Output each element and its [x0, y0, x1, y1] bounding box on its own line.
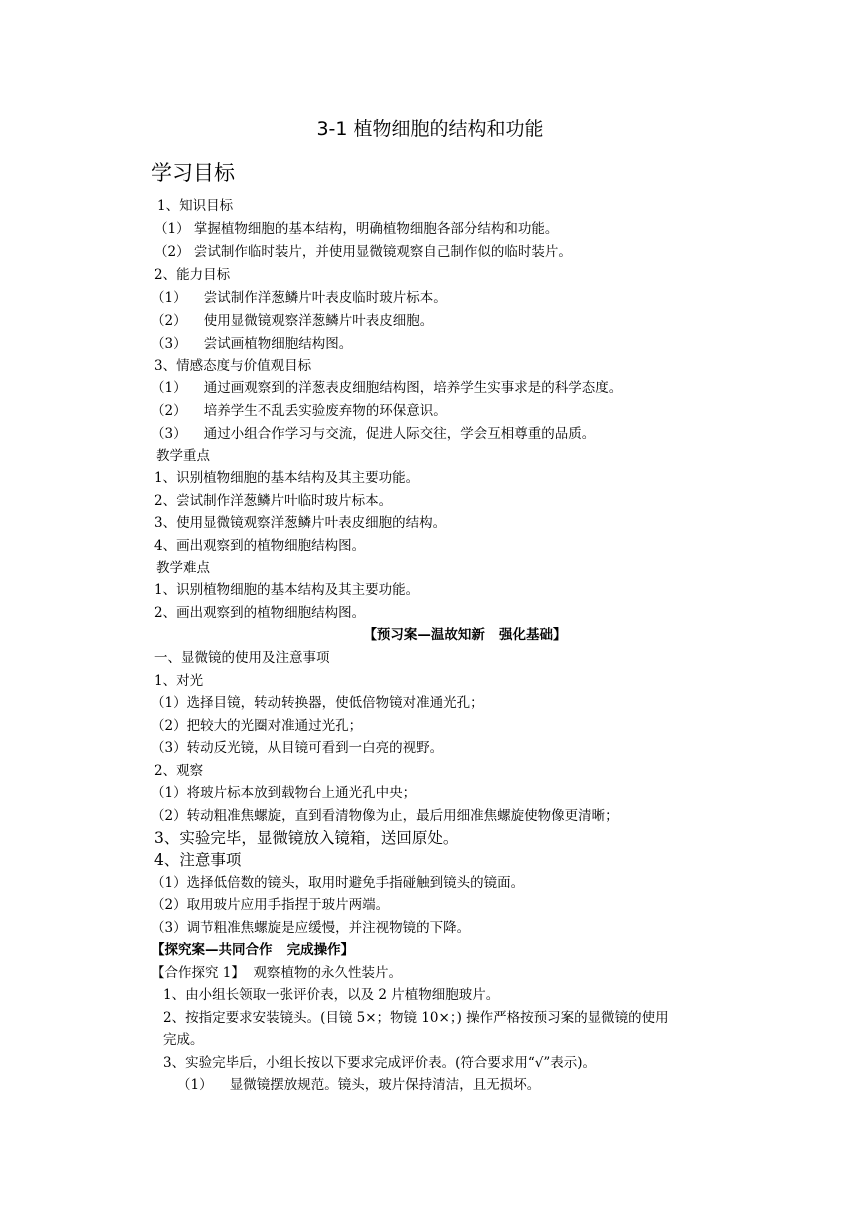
doc-line: 1、对光 — [154, 673, 204, 689]
doc-line: 3、使用显微镜观察洋葱鳞片叶表皮细胞的结构。 — [154, 515, 447, 531]
doc-line: （1）选择低倍数的镜头，取用时避免手指碰触到镜头的镜面。 — [151, 875, 525, 891]
doc-line: （2）把较大的光圈对准通过光孔； — [151, 718, 363, 734]
doc-line: （2）转动粗准焦螺旋，直到看清物像为止，最后用细准焦螺旋使物像更清晰； — [151, 808, 619, 824]
doc-line: （2）取用玻片应用手指捏于玻片两端。 — [151, 897, 390, 913]
doc-line: 4、注意事项 — [154, 851, 242, 869]
doc-line: 1、由小组长领取一张评价表，以及 2 片植物细胞玻片。 — [163, 987, 500, 1003]
doc-line: （2） 尝试制作临时装片，并使用显微镜观察自己制作似的临时装片。 — [154, 244, 572, 260]
section-heading-explore: 【探究案—共同合作 完成操作】 — [151, 942, 355, 958]
page-title: 3-1 植物细胞的结构和功能 — [316, 118, 544, 140]
doc-line: （1） 显微镜摆放规范。镜头，玻片保持清洁，且无损坏。 — [177, 1077, 541, 1093]
doc-line: （3）转动反光镜，从目镜可看到一白亮的视野。 — [151, 740, 444, 756]
doc-line: 1、知识目标 — [157, 198, 234, 214]
doc-line: （1） 掌握植物细胞的基本结构，明确植物细胞各部分结构和功能。 — [154, 221, 559, 237]
doc-line: （1） 尝试制作洋葱鳞片叶表皮临时玻片标本。 — [151, 290, 447, 306]
doc-line: （3） 通过小组合作学习与交流，促进人际交往，学会互相尊重的品质。 — [151, 426, 596, 442]
doc-line: 4、画出观察到的植物细胞结构图。 — [154, 538, 366, 554]
doc-line: 一、显微镜的使用及注意事项 — [154, 650, 330, 666]
doc-line: 3、实验完毕后，小组长按以下要求完成评价表。(符合要求用“√”表示)。 — [163, 1055, 597, 1071]
doc-line: （2） 使用显微镜观察洋葱鳞片叶表皮细胞。 — [151, 313, 434, 329]
doc-line: 1、识别植物细胞的基本结构及其主要功能。 — [154, 582, 420, 598]
doc-line: （1） 通过画观察到的洋葱表皮细胞结构图，培养学生实事求是的科学态度。 — [151, 380, 623, 396]
doc-line: 教学重点 — [156, 448, 210, 464]
doc-line: 完成。 — [163, 1032, 204, 1048]
doc-line: （3）调节粗准焦螺旋是应缓慢，并注视物镜的下降。 — [151, 920, 471, 936]
doc-line: 3、情感态度与价值观目标 — [154, 358, 312, 374]
doc-line: （1）将玻片标本放到载物台上通光孔中央； — [151, 785, 417, 801]
doc-line: 2、尝试制作洋葱鳞片叶临时玻片标本。 — [154, 493, 393, 509]
doc-line: 2、能力目标 — [154, 267, 231, 283]
doc-line: 1、识别植物细胞的基本结构及其主要功能。 — [154, 470, 420, 486]
doc-line: 【合作探究 1】 观察植物的永久性装片。 — [151, 965, 402, 981]
doc-line: 3、实验完毕，显微镜放入镜箱，送回原处。 — [154, 829, 459, 847]
doc-line: （2） 培养学生不乱丢实验废弃物的环保意识。 — [151, 403, 447, 419]
doc-line: 教学难点 — [156, 560, 210, 576]
doc-line: （1）选择目镜，转动转换器，使低倍物镜对准通光孔； — [151, 695, 484, 711]
doc-line: 2、画出观察到的植物细胞结构图。 — [154, 605, 366, 621]
objectives-heading: 学习目标 — [151, 161, 235, 185]
doc-line: （3） 尝试画植物细胞结构图。 — [151, 336, 353, 352]
doc-line: 2、观察 — [154, 763, 204, 779]
doc-line: 2、按指定要求安装镜头。(目镜 5×；物镜 10×；) 操作严格按预习案的显微镜的使用 — [163, 1010, 669, 1026]
section-heading-preview: 【预习案—温故知新 强化基础】 — [363, 627, 567, 643]
